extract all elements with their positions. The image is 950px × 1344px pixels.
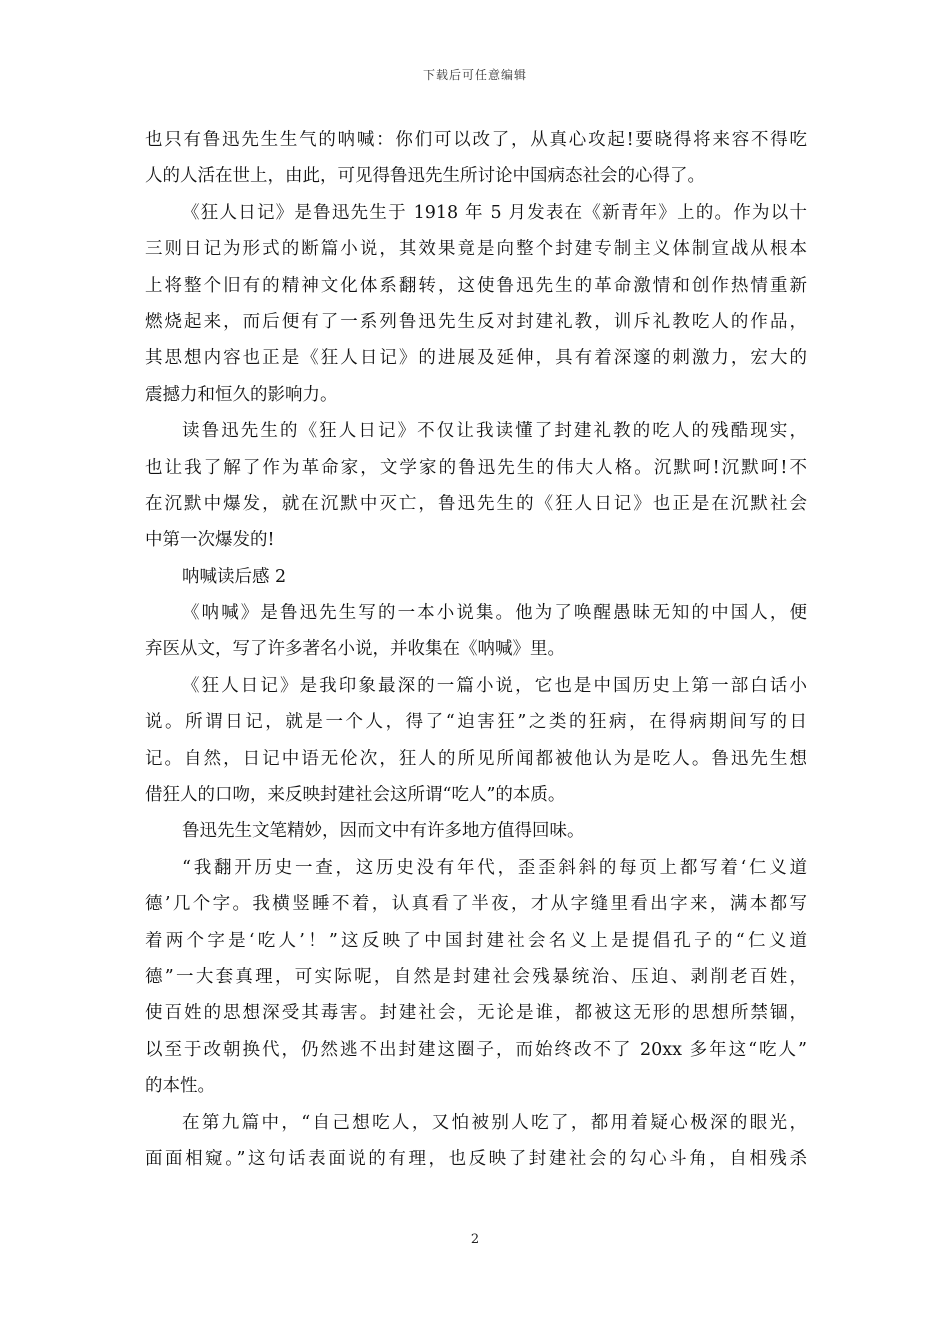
paragraph-2-line-4: 燃烧起来，而后便有了一系列鲁迅先生反对封建礼教，训斥礼教吃人的作品，	[145, 311, 807, 332]
paragraph-9-line-1: 在第九篇中，“自己想吃人，又怕被别人吃了，都用着疑心极深的眼光，	[182, 1112, 807, 1133]
paragraph-6-line-2: 说。所谓日记，就是一个人，得了“迫害狂”之类的狂病，在得病期间写的日	[145, 712, 807, 733]
paragraph-8-line-1: “我翻开历史一查，这历史没有年代，歪歪斜斜的每页上都写着‘仁义道	[182, 857, 807, 878]
paragraph-2-line-3: 上将整个旧有的精神文化体系翻转，这使鲁迅先生的革命激情和创作热情重新	[145, 275, 807, 296]
paragraph-9-line-2: 面面相窥。”这句话表面说的有理，也反映了封建社会的勾心斗角，自相残杀	[145, 1148, 807, 1169]
paragraph-3-line-4: 中第一次爆发的!	[145, 530, 275, 551]
paragraph-2-line-1: 《狂人日记》是鲁迅先生于 1918 年 5 月发表在《新青年》上的。作为以十	[182, 202, 807, 223]
paragraph-3-line-3: 在沉默中爆发，就在沉默中灭亡，鲁迅先生的《狂人日记》也正是在沉默社会	[145, 493, 807, 514]
paragraph-6-line-3: 记。自然，日记中语无伦次，狂人的所见所闻都被他认为是吃人。鲁迅先生想	[145, 748, 807, 769]
paragraph-6-line-4: 借狂人的口吻，来反映封建社会这所谓“吃人”的本质。	[145, 785, 566, 806]
paragraph-8-line-4: 德”一大套真理，可实际呢，自然是封建社会残暴统治、压迫、剥削老百姓，	[145, 966, 807, 987]
paragraph-8-line-7: 的本性。	[145, 1076, 215, 1097]
paragraph-3-line-1: 读鲁迅先生的《狂人日记》不仅让我读懂了封建礼教的吃人的残酷现实，	[182, 421, 807, 442]
paragraph-7-line-1: 鲁迅先生文笔精妙，因而文中有许多地方值得回味。	[182, 821, 585, 842]
paragraph-8-line-6: 以至于改朝换代，仍然逃不出封建这圈子，而始终改不了 20xx 多年这“吃人”	[145, 1039, 807, 1060]
paragraph-1-line-2: 人的人活在世上，由此，可见得鲁迅先生所讨论中国病态社会的心得了。	[145, 166, 705, 187]
paragraph-5-line-2: 弃医从文，写了许多著名小说，并收集在《呐喊》里。	[145, 639, 565, 660]
paragraph-2-line-2: 三则日记为形式的断篇小说，其效果竟是向整个封建专制主义体制宣战从根本	[145, 239, 807, 260]
paragraph-5-line-1: 《呐喊》是鲁迅先生写的一本小说集。他为了唤醒愚昧无知的中国人，便	[182, 603, 807, 624]
paragraph-8-line-2: 德’几个字。我横竖睡不着，认真看了半夜，才从字缝里看出字来，满本都写	[145, 894, 807, 915]
paragraph-8-line-3: 着两个字是‘吃人’！”这反映了中国封建社会名义上是提倡孔子的“仁义道	[145, 930, 807, 951]
paragraph-2-line-5: 其思想内容也正是《狂人日记》的进展及延伸，具有着深邃的刺激力，宏大的	[145, 348, 807, 369]
paragraph-6-line-1: 《狂人日记》是我印象最深的一篇小说，它也是中国历史上第一部白话小	[182, 675, 807, 696]
document-body	[145, 122, 807, 1177]
paragraph-3-line-2: 也让我了解了作为革命家，文学家的鲁迅先生的伟大人格。沉默呵!沉默呵!不	[145, 457, 807, 478]
page-number: 2	[470, 1232, 480, 1247]
paragraph-1-line-1: 也只有鲁迅先生生气的呐喊：你们可以改了，从真心攻起!要晓得将来容不得吃	[145, 130, 807, 150]
paragraph-4-line-1: 呐喊读后感 2	[182, 566, 287, 587]
paragraph-2-line-6: 震撼力和恒久的影响力。	[145, 384, 338, 405]
paragraph-8-line-5: 使百姓的思想深受其毒害。封建社会，无论是谁，都被这无形的思想所禁锢，	[145, 1003, 807, 1024]
page-header: 下载后可任意编辑	[422, 68, 527, 82]
